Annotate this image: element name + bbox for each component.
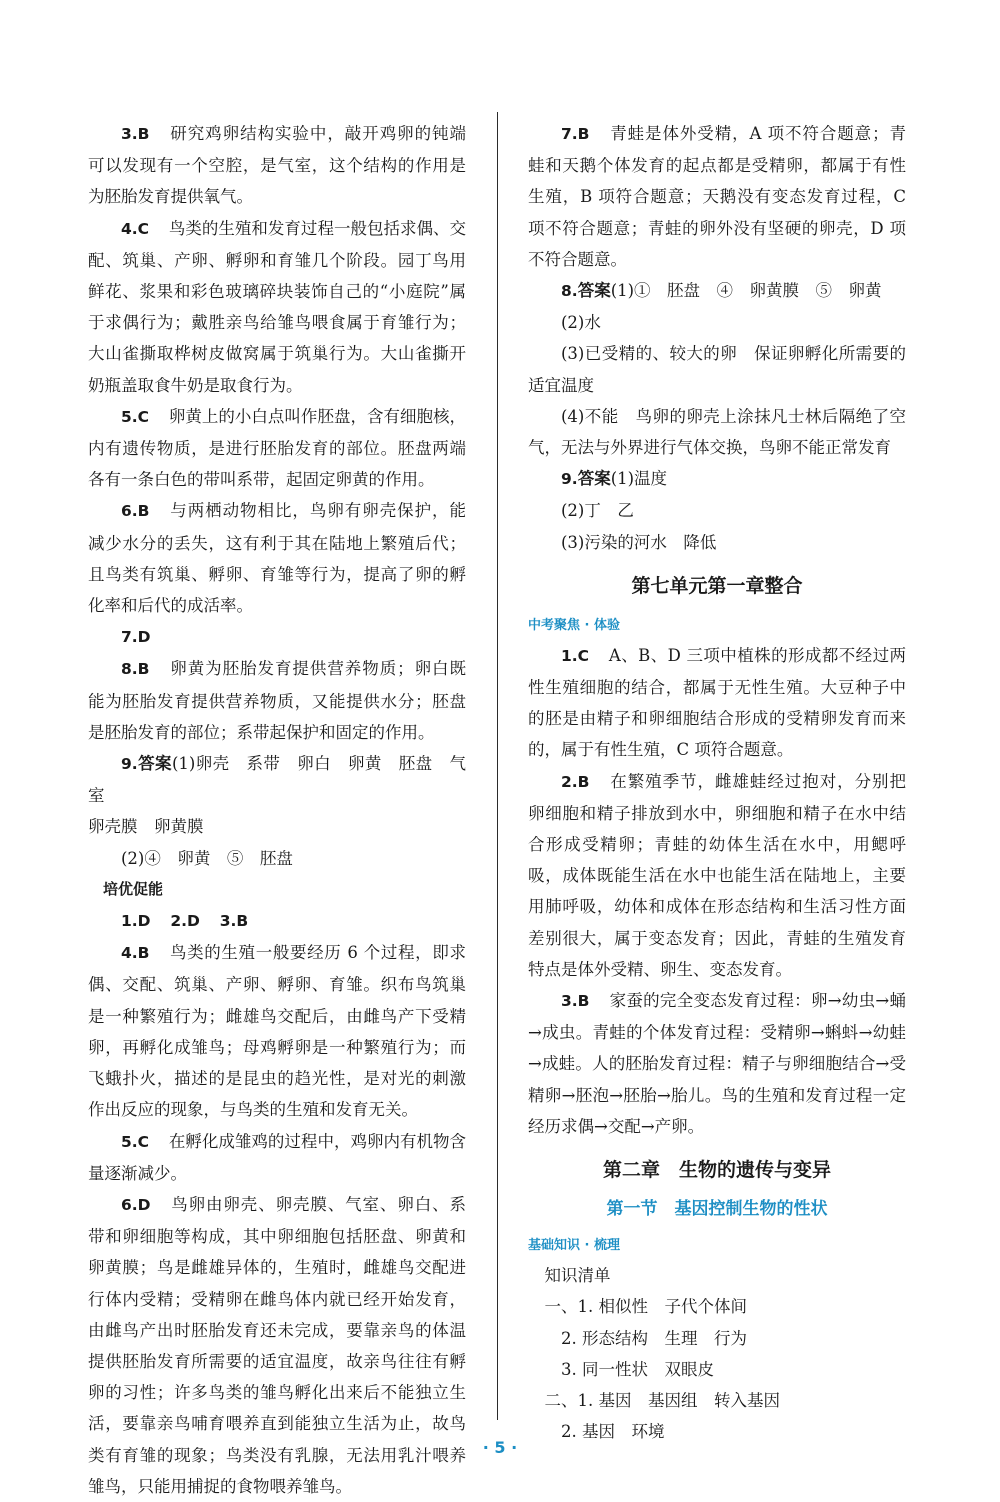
- answer-9-line3: (3)污染的河水 降低: [561, 532, 717, 552]
- section-title: 第七单元第一章整合: [631, 574, 803, 597]
- list-item: 2. 形态结构 生理 行为: [561, 1328, 747, 1348]
- tag-zhongkao: 中考聚焦 · 体验: [528, 617, 620, 633]
- list-head: 知识清单: [544, 1266, 611, 1286]
- answer-6: 6.B 与两栖动物相比，鸟卵有卵壳保护，能减少水分的丢失，这有利于其在陆地上繁殖后代；且鸟类有筑巢、孵卵、育雏等行为，提高了卵的孵化率和后代的成活率。: [88, 501, 466, 616]
- answer-7: 7.D: [121, 628, 151, 647]
- list-item: 2. 基因 环境: [561, 1422, 665, 1442]
- answer-5: 5.C 卵黄上的小白点叫作胚盘，含有细胞核，内有遗传物质，是进行胚胎发育的部位。胚盘两端各有一条白色的带叫系带，起固定卵黄的作用。: [88, 406, 466, 490]
- peiyou-answer-4: 4.B 鸟类的生殖一般要经历 6 个过程，即求偶、交配、筑巢、产卵、孵卵、育雏。织布鸟筑巢是一种繁殖行为；雌雄鸟交配后，由雌鸟产下受精卵，再孵化成雏鸟；母鸡孵卵是一种繁殖行为；而飞蛾扑火，描述的是昆虫的趋光性，是对光的刺激作出反应的现象，与鸟类的生殖和发育无关。: [88, 943, 466, 1120]
- answer-9-part2: (2)④ 卵黄 ⑤ 胚盘: [121, 848, 293, 868]
- list-item: 二、1. 基因 基因组 转入基因: [544, 1390, 780, 1410]
- answer-9: 9.答案(1)卵壳 系带 卵白 卵黄 胚盘 气室 卵壳膜 卵黄膜: [88, 754, 467, 837]
- list-item: 一、1. 相似性 子代个体间: [544, 1297, 747, 1317]
- answer-8-right: 8.答案(1)① 胚盘 ④ 卵黄膜 ⑤ 卵黄: [561, 281, 882, 301]
- list-item: 3. 同一性状 双眼皮: [561, 1359, 714, 1379]
- left-column: [88, 118, 466, 1502]
- answer-3: 3.B 研究鸡卵结构实验中，敲开鸡卵的钝端可以发现有一个空腔，是气室，这个结构的作用是为胚胎发育提供氧气。: [88, 124, 466, 207]
- subhead-peiyou: 培优促能: [103, 879, 164, 898]
- zk-answer-3: 3.B 家蚕的完全变态发育过程：卵→幼虫→蛹→成虫。青蛙的个体发育过程：受精卵→蝌蚪→幼蛙→成蛙。人的胚胎发育过程：精子与卵细胞结合→受精卵→胚泡→胚胎→胎儿。鸟的生殖和发育过程一定经历求偶→交配→产卵。: [528, 991, 906, 1136]
- answer-8-line4: (4)不能 鸟卵的卵壳上涂抹凡士林后隔绝了空气，无法与外界进行气体交换，鸟卵不能正常发育: [528, 406, 906, 458]
- chapter-title: 第二章 生物的遗传与变异: [602, 1159, 831, 1182]
- column-divider: [497, 112, 498, 1420]
- page-number: · 5 ·: [482, 1438, 518, 1457]
- answer-7-right: 7.B 青蛙是体外受精，A 项不符合题意；青蛙和天鹅个体发育的起点都是受精卵，都属于有性生殖，B 项符合题意；天鹅没有变态发育过程，C 项不符合题意；青蛙的卵外没有坚硬的卵壳，D 项不符合题意。: [528, 124, 906, 269]
- answer-8-line2: (2)水: [561, 313, 601, 333]
- right-column: [528, 118, 906, 1447]
- answer-9-line2: (2)丁 乙: [561, 501, 634, 521]
- quick-answers: 1.D 2.D 3.B: [121, 912, 249, 931]
- answer-8: 8.B 卵黄为胚胎发育提供营养物质；卵白既能为胚胎发育提供营养物质，又能提供水分；胚盘是胚胎发育的部位；系带起保护和固定的作用。: [88, 659, 466, 742]
- answer-9-right: 9.答案(1)温度: [561, 469, 668, 489]
- zk-answer-1: 1.C A、B、D 三项中植株的形成都不经过两性生殖细胞的结合，都属于无性生殖。大豆种子中的胚是由精子和卵细胞结合形成的受精卵发育而来的，属于有性生殖，C 项符合题意。: [528, 645, 906, 760]
- peiyou-answer-5: 5.C 在孵化成雏鸡的过程中，鸡卵内有机物含量逐渐减少。: [88, 1131, 466, 1183]
- peiyou-answer-6: 6.D 鸟卵由卵壳、卵壳膜、气室、卵白、系带和卵细胞等构成，其中卵细胞包括胚盘、卵黄和卵黄膜；鸟是雌雄异体的，生殖时，雌雄鸟交配进行体内受精；受精卵在雌鸟体内就已经开始发育，由雌鸟产出时胚胎发育还未完成，要靠亲鸟的体温提供胚胎发育所需要的适宜温度，故亲鸟往往有孵卵的习性；许多鸟类的雏鸟孵化出来后不能独立生活，要靠亲鸟哺育喂养直到能独立生活为止，故鸟类有育雏的现象；鸟类没有乳腺，无法用乳汁喂养雏鸟，只能用捕捉的食物喂养雏鸟。: [88, 1194, 466, 1496]
- tag-jichu: 基础知识 · 梳理: [528, 1238, 620, 1254]
- section-subtitle: 第一节 基因控制生物的性状: [606, 1199, 828, 1220]
- answer-4: 4.C 鸟类的生殖和发育过程一般包括求偶、交配、筑巢、产卵、孵卵和育雏几个阶段。园丁鸟用鲜花、浆果和彩色玻璃碎块装饰自己的“小庭院”属于求偶行为；戴胜亲鸟给雏鸟喂食属于育雏行为；大山雀撕取桦树皮做窝属于筑巢行为。大山雀撕开奶瓶盖取食牛奶是取食行为。: [88, 218, 466, 395]
- answer-8-line3: (3)已受精的、较大的卵 保证卵孵化所需要的适宜温度: [528, 344, 906, 395]
- zk-answer-2: 2.B 在繁殖季节，雌雄蛙经过抱对，分别把卵细胞和精子排放到水中，卵细胞和精子在水中结合形成受精卵；青蛙的幼体生活在水中，用鳃呼吸，成体既能生活在水中也能生活在陆地上，主要用肺呼吸，幼体和成体在形态结构和生活习性方面差别很大，属于变态发育；因此，青蛙的生殖发育特点是体外受精、卵生、变态发育。: [528, 771, 906, 979]
